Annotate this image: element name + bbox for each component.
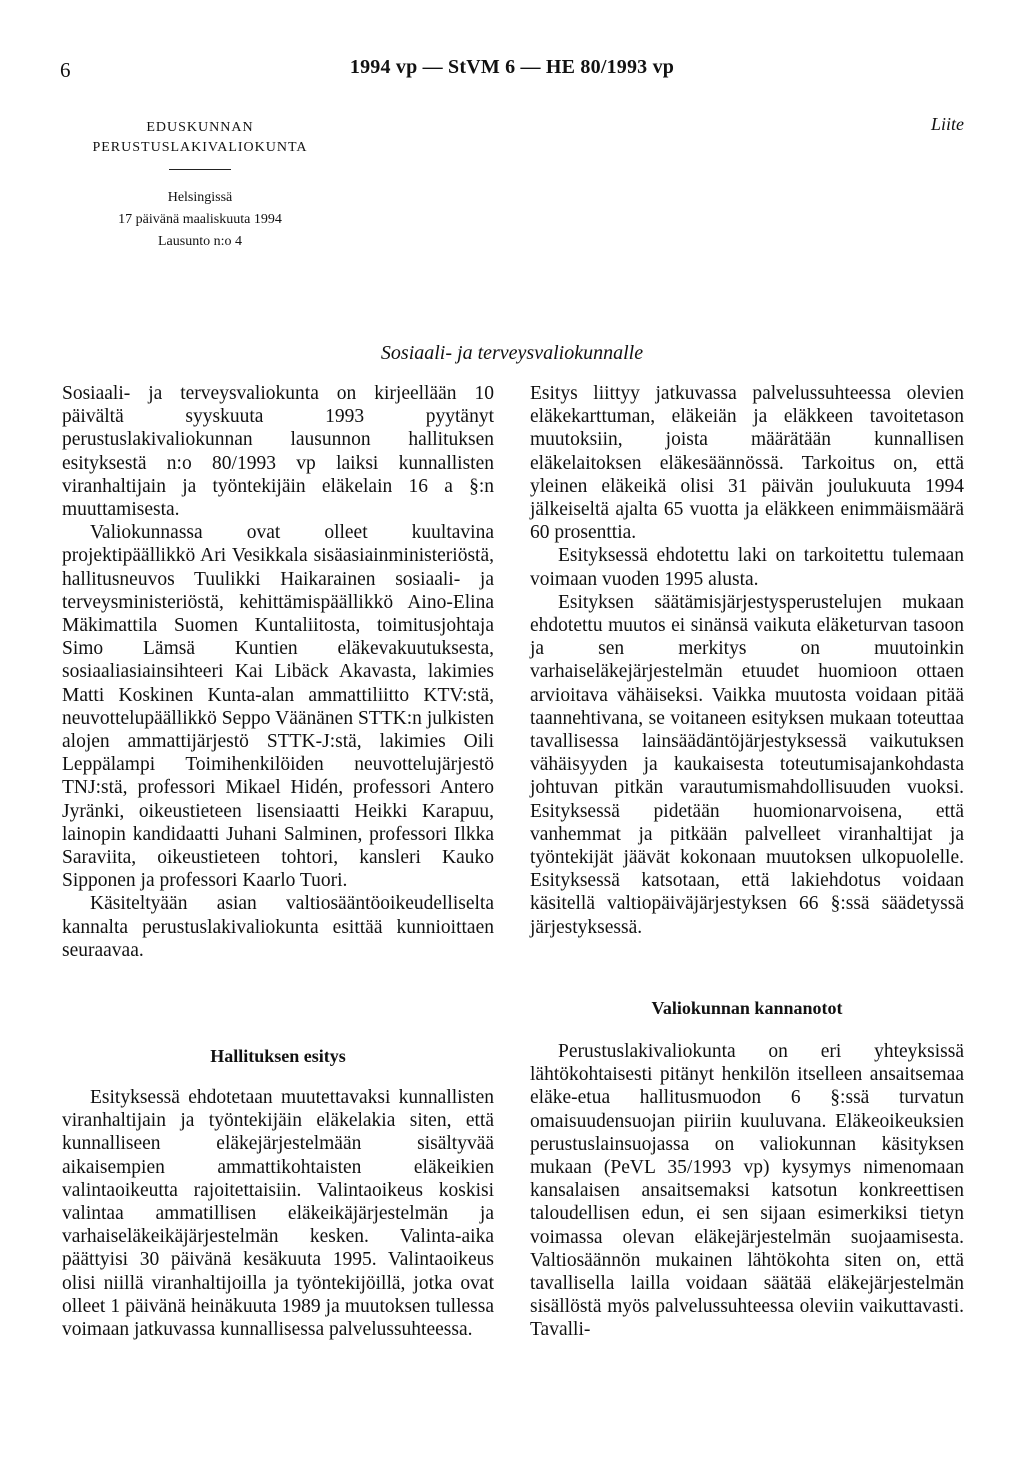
right-column-section (530, 1040, 964, 1342)
paragraph: Esityksessä ehdotettu laki on tarkoitettu tulemaan voimaan vuoden 1995 alusta. (530, 545, 964, 590)
paragraph: Esityksen säätämisjärjestysperustelujen mukaan ehdotettu muutos ei sinänsä vaikuta eläketurvan tasoon ja sen merkitys on muutoinkin varhaiseläkejärjestelmän etuudet huomioon ottaen arvioitava vähäiseksi. Vaikka muutosta voidaan pitää taannehtivana, se voitaneen esityksen mukaan toteuttaa tavallisessa lainsäädäntöjärjestyksessä vaikutuksen vähäisyyden ja kaukaisesta toteutumisajankohdasta johtuvan pitkän varautumismahdollisuuden vuoksi. Esityksessä pidetään huomionarvoisena, että vanhemmat ja pitkään palvelleet viranhaltijat ja työntekijät jäävät kokonaan muutoksen ulkopuolelle. Esityksessä katsotaan, että lakiehdotus voidaan käsitellä valtiopäiväjärjestyksen 66 §:ssä säädetyssä järjestyksessä. (530, 591, 964, 938)
right-column-intro (530, 382, 964, 939)
paragraph: Käsiteltyään asian valtiosääntöoikeudelliselta kannalta perustuslakivaliokunta esittää kunnioittaen seuraavaa. (62, 893, 494, 961)
date: 17 päivänä maaliskuuta 1994 (118, 212, 282, 227)
paragraph: Sosiaali- ja terveysvaliokunta on kirjeellään 10 päivältä syyskuuta 1993 pyytänyt perustuslakivaliokunnan lausunnon hallituksen esityksestä n:o 80/1993 vp laiksi kunnallisten viranhaltijain ja työntekijäin eläkelain 16 a §:n muuttamisesta. (62, 383, 494, 521)
divider (169, 169, 231, 170)
paragraph: Esitys liittyy jatkuvassa palvelussuhteessa olevien eläkekarttuman, eläkeiän ja eläkkeen tavoitetason muutoksiin, joista määrätään kunnallisen eläkelaitoksen eläkesäännössä. Tarkoitus on, että yleinen eläkeikä olisi 31 päivän joulukuuta 1994 jälkeiseltä ajalta 65 vuotta ja eläkkeen enimmäismäärä 60 prosenttia. (530, 383, 964, 544)
section-heading: Valiokunnan kannanotot (651, 998, 843, 1018)
appendix-label: Liite (930, 114, 964, 134)
left-column-intro (62, 382, 494, 962)
committee-name-line1: EDUSKUNNAN (146, 120, 254, 135)
section-heading: Hallituksen esitys (210, 1046, 346, 1066)
page-number: 6 (60, 58, 71, 82)
section-heading-government-proposal (62, 1046, 494, 1067)
paragraph: Valiokunnassa ovat olleet kuultavina projektipäällikkö Ari Vesikkala sisäasiainministeriöstä, hallitusneuvos Tuulikki Haikarainen sosiaali- ja terveysministeriöstä, kehittämispäällikkö Aino-Elina Mäkimattila Suomen Kuntaliitosta, toimitusjohtaja Simo Lämsä Kuntien eläkevakuutuksesta, sosiaaliasiainsihteeri Kai Libäck Akavasta, lakimies Matti Koskinen Kunta-alan ammattiliitto KTV:stä, neuvottelupäällikkö Seppo Väänänen STTK:n julkisten alojen ammattijärjestö STTK-J:stä, lakimies Oili Leppälampi Toimihenkilöiden neuvottelujärjestö TNJ:stä, professori Mikael Hidén, professori Antero Jyränki, oikeustieteen lisensiaatti Heikki Karapuu, lainopin kandidaatti Juhani Salminen, professori Ilkka Saraviita, oikeustieteen tohtori, kansleri Kauko Sipponen ja professori Kaarlo Tuori. (62, 522, 494, 892)
paragraph: Esityksessä ehdotetaan muutettavaksi kunnallisten viranhaltijain ja työntekijäin eläkelakia siten, että kunnalliseen eläkejärjestelmään sisältyvää aikaisempien ammattikohtaisten eläkeikien valintaoikeutta rajoitettaisiin. Valintaoikeus koskisi valintaa ammatillisen eläkeikäjärjestelmän ja varhaiseläkeikäjärjestelmän kesken. Valinta-aika päättyisi 30 päivänä kesäkuuta 1995. Valintaoikeus olisi niillä viranhaltijoilla ja työntekijöillä, jotka ovat olleet 1 päivänä heinäkuuta 1989 ja muutoksen tullessa voimaan jatkuvassa kunnallisessa palvelussuhteessa. (62, 1087, 494, 1341)
recipient-line: Sosiaali- ja terveysvaliokunnalle (380, 342, 644, 364)
committee-block (40, 118, 360, 253)
committee-name-line2: PERUSTUSLAKIVALIOKUNTA (92, 140, 308, 155)
running-header: 1994 vp — StVM 6 — HE 80/1993 vp (349, 56, 675, 78)
place: Helsingissä (167, 190, 233, 205)
section-heading-committee-position (530, 998, 964, 1019)
statement-number: Lausunto n:o 4 (158, 234, 242, 249)
left-column-section (62, 1086, 494, 1341)
paragraph: Perustuslakivaliokunta on eri yhteyksissä lähtökohtaisesti pitänyt henkilön itselleen ansaitsemaa eläke-etua hallitusmuodon 6 §:ssä turvatun omaisuudensuojan piiriin kuuluvana. Eläkeoikeuksien perustuslainsuojassa on valiokunnan käsityksen mukaan (PeVL 35/1993 vp) kysymys nimenomaan kansalaisen ansaitsemaksi katsotun konkreettisen taloudellisen edun, ei sen sijaan esimerkiksi tietyn voimassa olevan eläkejärjestelmän suojaamisesta. Valtiosäännön mukainen lähtökohta siten on, että tavallisella lailla voidaan säätää eläkejärjestelmän sisällöstä myös palvelussuhteessa oleviin vaikuttavasti. Tavalli- (530, 1041, 964, 1341)
